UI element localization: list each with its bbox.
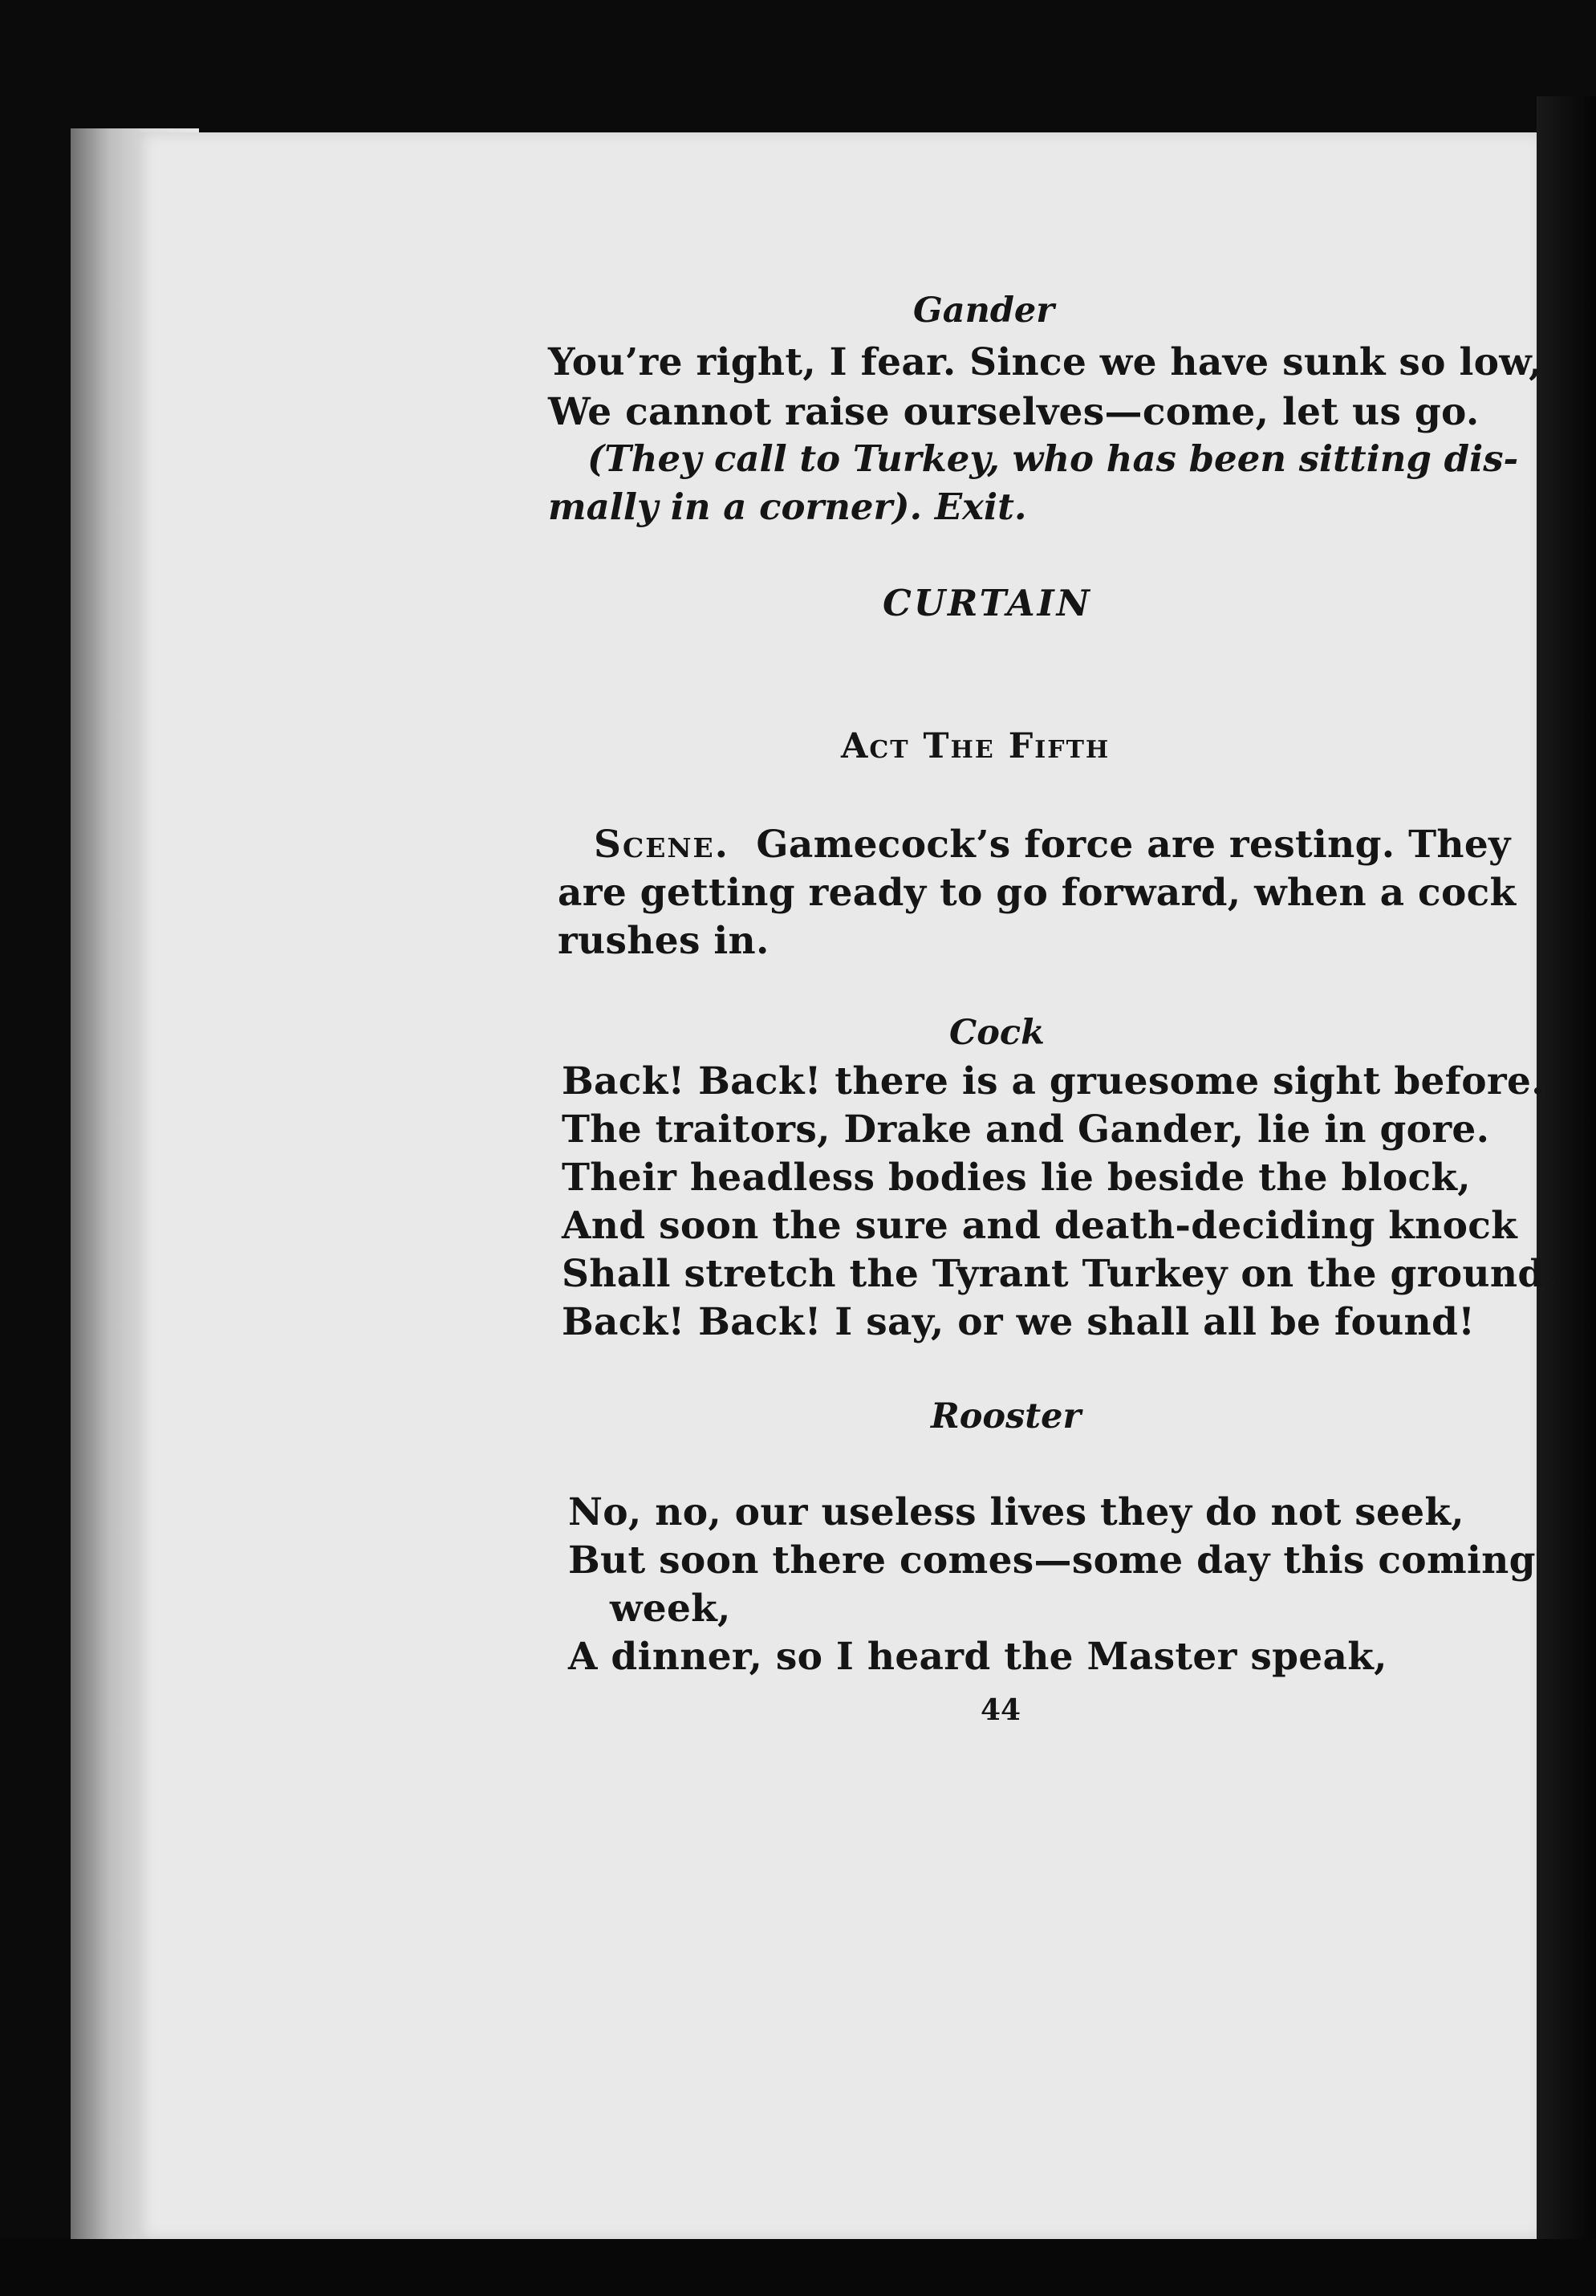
verse-line: And soon the sure and death-deciding knock [562, 1204, 1518, 1248]
verse-line: A dinner, so I heard the Master speak, [568, 1635, 1387, 1679]
act-heading: Act The Fifth [841, 726, 1111, 766]
verse-line: Back! Back! I say, or we shall all be found! [562, 1300, 1476, 1344]
verse-line: But soon there comes—some day this coming [568, 1538, 1536, 1583]
verse-line: You’re right, I fear. Since we have sunk so low, [548, 340, 1542, 384]
scene-text: Gamecock’s force are resting. They [756, 823, 1511, 867]
stage-direction-line: (They call to Turkey, who has been sitting dis- [587, 437, 1519, 480]
curtain-heading: CURTAIN [883, 582, 1092, 624]
verse-line: We cannot raise ourselves—come, let us go. [548, 390, 1480, 434]
verse-line: Their headless bodies lie beside the block, [562, 1156, 1471, 1200]
scene-first-line [594, 823, 1511, 867]
opposite-page-edge [1537, 96, 1596, 2255]
verse-line: Back! Back! there is a gruesome sight before. [562, 1059, 1545, 1103]
scene-line: rushes in. [558, 919, 770, 963]
scene-line: are getting ready to go forward, when a cock [558, 871, 1517, 915]
verse-line: The traitors, Drake and Gander, lie in gore. [562, 1107, 1490, 1152]
speaker-rooster: Rooster [931, 1396, 1082, 1437]
scene-label: Scene. [594, 823, 730, 867]
scan-border-bottom [0, 2239, 1596, 2296]
speaker-cock: Cock [949, 1013, 1045, 1053]
verse-line-continued: week, [610, 1587, 731, 1631]
stage-direction-line: mally in a corner). Exit. [548, 486, 1027, 528]
page-number: 44 [981, 1693, 1021, 1727]
verse-line: No, no, our useless lives they do not seek, [568, 1490, 1464, 1534]
speaker-gander: Gander [913, 291, 1054, 331]
verse-line: Shall stretch the Tyrant Turkey on the ground. [562, 1252, 1558, 1296]
